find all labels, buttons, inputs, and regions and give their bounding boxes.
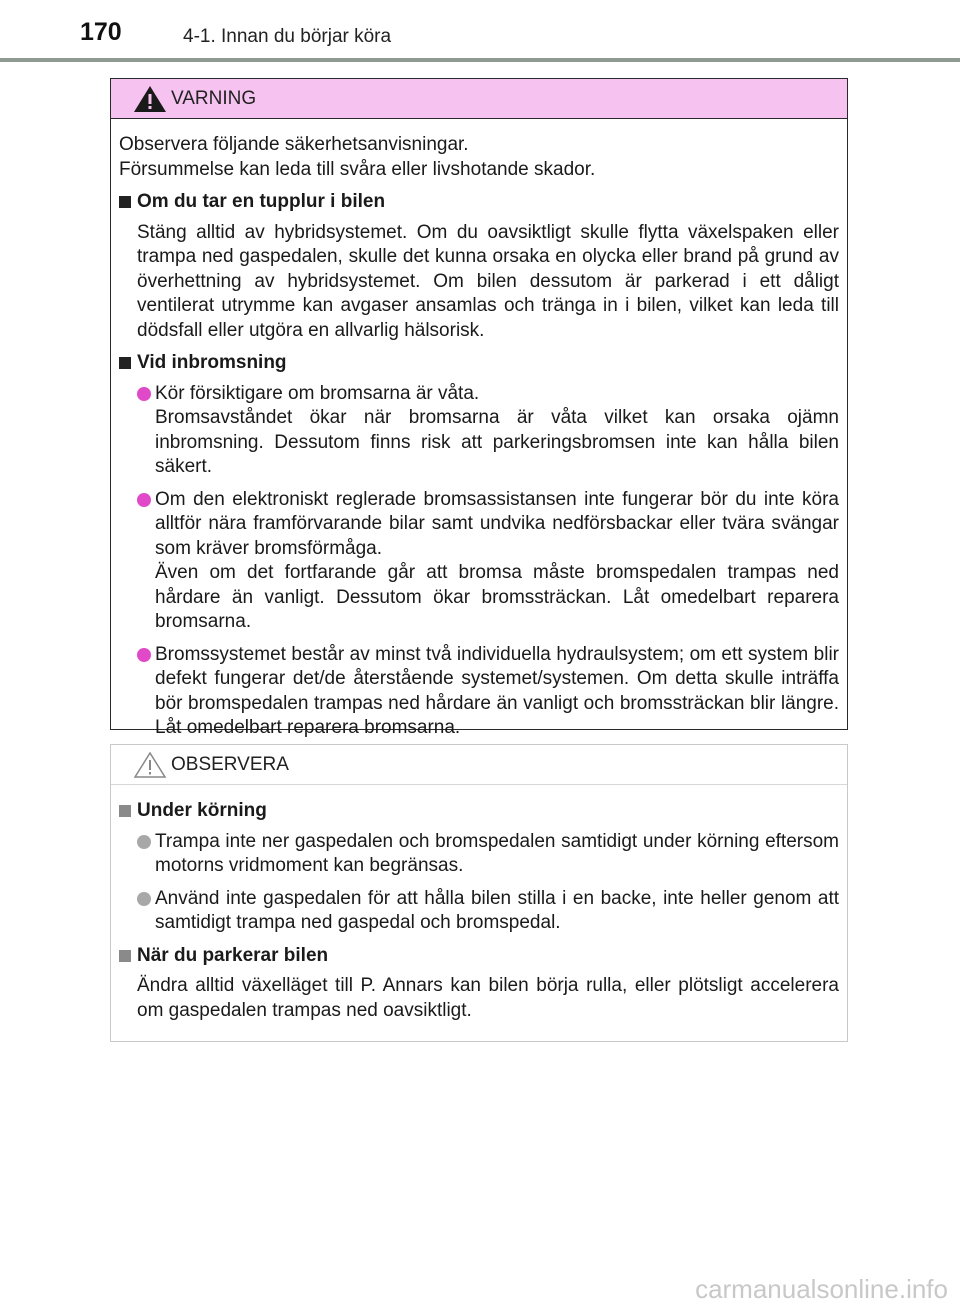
round-bullet-icon <box>137 892 151 906</box>
caution-triangle-icon <box>133 751 167 779</box>
bullet-text: Bromssystemet består av minst två individuella hydraulsystem; om ett system blir defekt fungerar det/de återstående systemet/systemen. Om detta skulle inträffa bör bromspedalen trampas ned hårdare än vanligt och bromssträckan blir längre. Låt omedelbart reparera bromsarna. <box>155 643 839 738</box>
list-item <box>137 887 839 936</box>
page-number: 170 <box>80 18 122 46</box>
bullet-text: Om den elektroniskt reglerade bromsassistansen inte fungerar bör du inte köra alltför nära framförvarande bilar samt undvika nedförsbackar eller tvära svängar som kräver bromsförmåga. <box>155 488 839 559</box>
bullet-text: Kör försiktigare om bromsarna är våta. <box>155 382 480 404</box>
bullet-text: Bromsavståndet ökar när bromsarna är våta vilket kan orsaka ojämn inbromsning. Dessutom finns risk att parkeringsbromsen inte kan hålla bilen säkert. <box>155 407 839 477</box>
list-item <box>137 643 839 741</box>
square-bullet-icon <box>119 805 131 817</box>
warning-body <box>111 119 847 741</box>
notice-title: OBSERVERA <box>171 754 289 775</box>
warning-header <box>111 79 847 119</box>
warning-triangle-icon <box>133 85 167 113</box>
warning-intro <box>119 133 839 182</box>
header-divider <box>0 58 960 62</box>
watermark: carmanualsonline.info <box>695 1274 948 1304</box>
list-item <box>137 488 839 635</box>
bullet-text: Även om det fortfarande går att bromsa måste bromspedalen trampas ned hårdare än vanligt. Dessutom ökar bromssträckan. Låt omedelbart reparera bromsarna. <box>155 562 839 632</box>
round-bullet-icon <box>137 493 151 507</box>
subheading-text: När du parkerar bilen <box>137 944 329 966</box>
warning-intro-line: Observera följande säkerhetsanvisningar. <box>119 134 469 155</box>
notice-header <box>111 745 847 785</box>
square-bullet-icon <box>119 196 131 208</box>
list-item <box>137 830 839 879</box>
square-bullet-icon <box>119 950 131 962</box>
notice-box <box>110 744 848 1042</box>
subheading-text: Vid inbromsning <box>137 352 287 373</box>
bullet-text: Trampa inte ner gaspedalen och bromspedalen samtidigt under körning eftersom motorns vridmoment kan begränsas. <box>155 830 839 876</box>
section-title: 4-1. Innan du börjar köra <box>183 26 392 47</box>
subheading-text: Under körning <box>137 800 267 821</box>
round-bullet-icon <box>137 648 151 662</box>
paragraph: Stäng alltid av hybridsystemet. Om du oavsiktligt skulle flytta växelspaken eller trampa ned gaspedalen, skulle det kunna orsaka en olycka eller brand på grund av överhettning av hybridsystemet. Om bilen dessutom är parkerad i ett dåligt ventilerat utrymme kan avgaser ansamlas och tränga in i bilen, vilket kan leda till dödsfall eller utgöra en allvarlig hälsorisk. <box>137 221 839 341</box>
notice-subheading <box>119 944 839 969</box>
page-header <box>0 0 960 64</box>
notice-subheading <box>119 799 839 824</box>
warning-title: VARNING <box>171 88 257 109</box>
paragraph: Ändra alltid växelläget till P. Annars kan bilen börja rulla, eller plötsligt accelerera om gaspedalen trampas ned oavsiktligt. <box>137 975 839 1021</box>
round-bullet-icon <box>137 387 151 401</box>
list-item <box>137 382 839 480</box>
round-bullet-icon <box>137 835 151 849</box>
warning-intro-line: Försummelse kan leda till svåra eller livshotande skador. <box>119 158 596 180</box>
warning-box <box>110 78 848 738</box>
warning-subheading <box>119 190 839 215</box>
notice-body <box>111 785 847 1023</box>
subheading-text: Om du tar en tupplur i bilen <box>137 191 386 212</box>
warning-subheading <box>119 351 839 376</box>
bullet-text: Använd inte gaspedalen för att hålla bilen stilla i en backe, inte heller genom att samtidigt trampa ned gaspedal och bromspedal. <box>155 887 839 933</box>
square-bullet-icon <box>119 357 131 369</box>
